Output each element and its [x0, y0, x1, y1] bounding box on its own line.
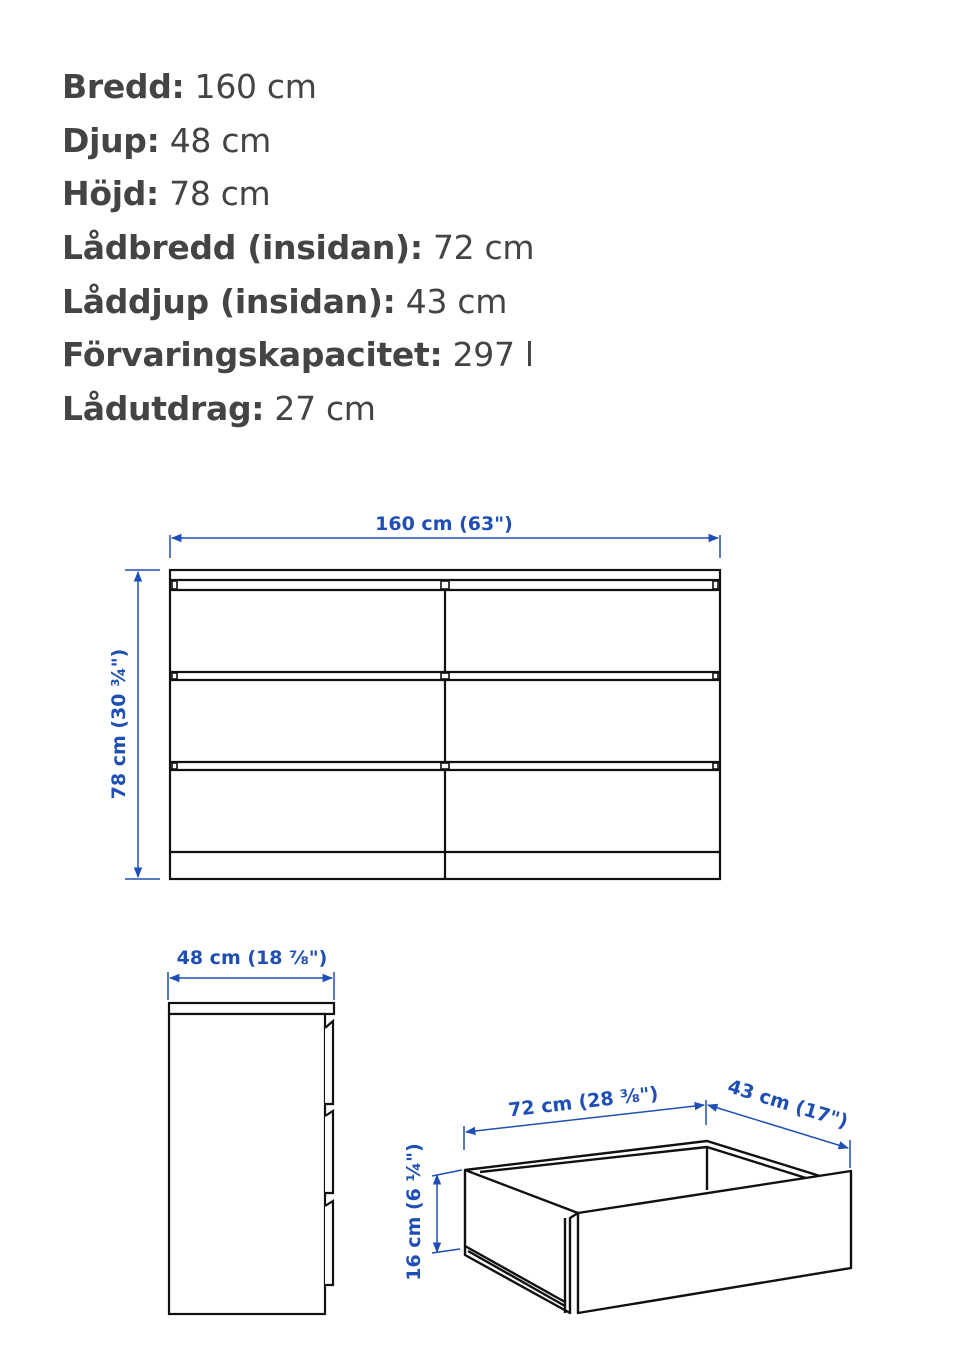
spec-value: 48 cm	[169, 120, 272, 160]
drawer-height-dimension	[432, 1170, 462, 1253]
dresser-side-outline	[169, 1003, 334, 1314]
spec-value: 43 cm	[405, 281, 508, 321]
spec-label: Bredd:	[62, 67, 185, 106]
front-view-drawing	[108, 513, 720, 879]
side-depth-label: 48 cm (18 ⅞")	[176, 947, 328, 969]
front-width-label: 160 cm (63")	[375, 513, 513, 535]
side-view-drawing	[168, 947, 334, 1314]
spec-value: 160 cm	[194, 67, 317, 106]
dresser-front-outline	[170, 570, 720, 879]
spec-label: Lådutdrag:	[62, 389, 265, 429]
drawer-view-drawing	[403, 1076, 851, 1313]
drawer-depth-label: 43 cm (17")	[725, 1075, 851, 1133]
spec-label: Låddjup (insidan):	[62, 281, 396, 321]
front-height-label: 78 cm (30 ¾")	[108, 648, 130, 800]
front-width-dimension	[170, 535, 720, 558]
drawer-box-outline	[465, 1141, 851, 1313]
front-height-dimension	[125, 570, 160, 879]
side-depth-dimension	[168, 972, 334, 1000]
spec-label: Höjd:	[62, 174, 159, 214]
drawer-height-label: 16 cm (6 ¼")	[403, 1143, 425, 1281]
drawer-width-label: 72 cm (28 ⅜")	[507, 1082, 660, 1122]
spec-label: Förvaringskapacitet:	[62, 335, 443, 375]
spec-value: 27 cm	[274, 389, 376, 429]
spec-value: 297 l	[452, 335, 534, 375]
spec-label: Djup:	[62, 120, 160, 160]
spec-value: 78 cm	[169, 174, 271, 214]
spec-value: 72 cm	[432, 228, 535, 268]
spec-label: Lådbredd (insidan):	[62, 228, 423, 268]
